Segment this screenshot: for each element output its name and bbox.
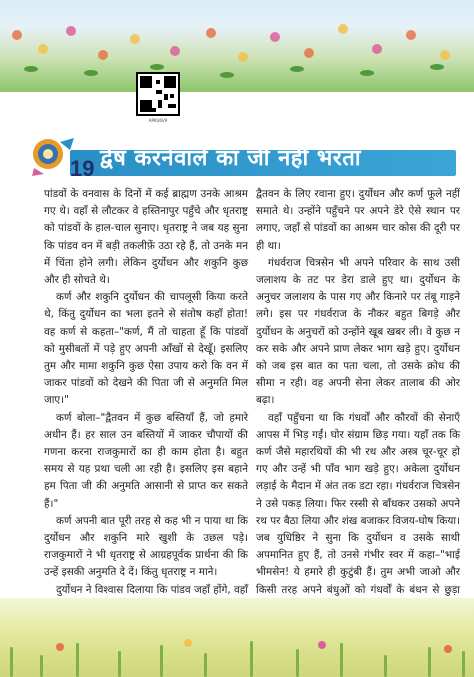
qr-code bbox=[136, 72, 180, 116]
left-text-column bbox=[44, 186, 248, 650]
flower-icon bbox=[38, 44, 48, 54]
paragraph: पांडवों के वनवास के दिनों में कई ब्राह्मण उनके आश्रम गए थे। वहाँ से लौटकर वे हस्तिनापुर पहुँचे और धृतराष्ट्र को पांडवों के हाल-चाल सुनाए। धृतराष्ट्र ने जब यह सुना कि पांडव वन में बड़ी तकलीफ़ें उठा रहे हैं, तो उनके मन में चिंता होने लगी। लेकिन दुर्योधन और शकुनि कुछ और ही सोचते थे। bbox=[44, 188, 248, 287]
paragraph: वहाँ पहुँचना था कि गंधर्वों और कौरवों की सेनाएँ आपस में भिड़ गईं। घोर संग्राम छिड़ गया। यहाँ तक कि कर्ण जैसे महारथियों की भी रथ और अस्त्र चूर-चूर हो गए और उन्हें भी पाँव भाग खड़े हुए। अकेला दुर्योधन लड़ाई के मैदान में अंत तक डटा रहा। गंधर्वराज चित्रसेन ने उसे पकड़ लिया। फिर रस्सी से बाँधकर उसको अपने रथ पर बैठा लिया और शंख बजाकर विजय-घोष किया। जब युधिष्ठिर ने सुना कि दुर्योधन व उसके साथी अपमानित हुए हैं, तो उनसे गंभीर स्वर में कहा–"भाई भीमसेन! ये हमारे ही कुटुंबी हैं। तुम अभी जाओ और किसी तरह अपने बंधुओं को गंधर्वों के बंधन से छुड़ा bbox=[256, 411, 460, 596]
leaf-icon bbox=[290, 66, 304, 72]
flower-icon bbox=[238, 52, 248, 62]
chapter-title: द्वेष करनेवाले का जी नहीं भरता bbox=[100, 146, 362, 171]
leaf-icon bbox=[24, 66, 38, 72]
flower-icon bbox=[170, 46, 180, 56]
flower-icon bbox=[56, 643, 64, 651]
flower-icon bbox=[338, 24, 348, 34]
paragraph: कर्ण अपनी बात पूरी तरह से कह भी न पाया था कि दुर्योधन और शकुनि मारे खुशी के उछल पड़े। राजकुमारों ने भी धृतराष्ट्र से आग्रहपूर्वक प्रार्थना की कि उन्हें इसकी अनुमति दे दें। किंतु धृतराष्ट्र न माने। bbox=[44, 514, 248, 579]
bottom-decorative-banner bbox=[0, 598, 474, 677]
flower-icon bbox=[318, 641, 326, 649]
paragraph: द्वैतवन के लिए रवाना हुए। दुर्योधन और कर्ण फूले नहीं समाते थे। उन्होंने पहुँचने पर अपने डेरे ऐसे स्थान पर लगाए, जहाँ से पांडवों का आश्रम चार कोस की दूरी पर ही था। bbox=[256, 188, 460, 252]
flower-icon bbox=[66, 26, 76, 36]
qr-code-label: APKU6V9 bbox=[148, 118, 168, 123]
flower-icon bbox=[206, 28, 216, 38]
paragraph: गंधर्वराज चित्रसेन भी अपने परिवार के साथ उसी जलाशय के तट पर डेरा डाले हुए था। दुर्योधन के अनुचर जलाशय के पास गए और किनारे पर तंबू गाड़ने लगे। इस पर गंधर्वराज के नौकर बहुत बिगड़े और दुर्योधन के अनुचरों को उन्होंने खूब खबर ली। वे कुछ न कर सके और अपने प्राण लेकर भाग खड़े हुए। दुर्योधन को जब इस बात का पता चला, तो उसके क्रोध की सीमा न रही। वह अपनी सेना लेकर तालाब की ओर बढ़ा। bbox=[256, 256, 460, 407]
leaf-icon bbox=[430, 64, 444, 70]
paragraph: दुर्योधन ने विश्वास दिलाया कि पांडव जहाँ होंगे, वहाँ bbox=[56, 583, 248, 596]
top-decorative-banner bbox=[0, 0, 474, 92]
leaf-icon bbox=[360, 70, 374, 76]
leaf-icon bbox=[220, 72, 234, 78]
paragraph: कर्ण बोला–"द्वैतवन में कुछ बस्तियाँ हैं, जो हमारे अधीन हैं। हर साल उन बस्तियों में जाकर चौपायों की गणना करना राजकुमारों का ही काम होता है। बहुत समय से यह प्रथा चली आ रही है। इसलिए इस बहाने हम पिता जी की अनुमति आसानी से प्राप्त कर सकते हैं।" bbox=[44, 411, 248, 510]
flower-icon bbox=[270, 32, 280, 42]
right-text-column bbox=[256, 186, 460, 650]
flower-icon bbox=[304, 48, 314, 58]
flower-icon bbox=[12, 30, 22, 40]
leaf-icon bbox=[84, 70, 98, 76]
flower-icon bbox=[130, 34, 140, 44]
flower-icon bbox=[98, 50, 108, 60]
flower-icon bbox=[184, 639, 192, 647]
leaf-icon bbox=[150, 64, 164, 70]
flower-icon bbox=[440, 50, 450, 60]
paragraph: कर्ण और शकुनि दुर्योधन की चापलूसी किया करते थे, किंतु दुर्योधन का भला इतने से संतोष कहाँ होता! वह कर्ण से कहता–"कर्ण, मैं तो चाहता हूँ कि पांडवों को मुसीबतों में पड़े हुए अपनी आँखों से देखूँ। इसलिए तुम और मामा शकुनि कुछ ऐसा उपाय करो कि वन में जाकर पांडवों को देखने की पिता जी से अनुमति मिल जाए।" bbox=[44, 291, 248, 407]
flower-icon bbox=[444, 645, 452, 653]
flower-icon bbox=[406, 30, 416, 40]
chapter-number: 19 bbox=[70, 156, 95, 181]
flower-icon bbox=[372, 44, 382, 54]
